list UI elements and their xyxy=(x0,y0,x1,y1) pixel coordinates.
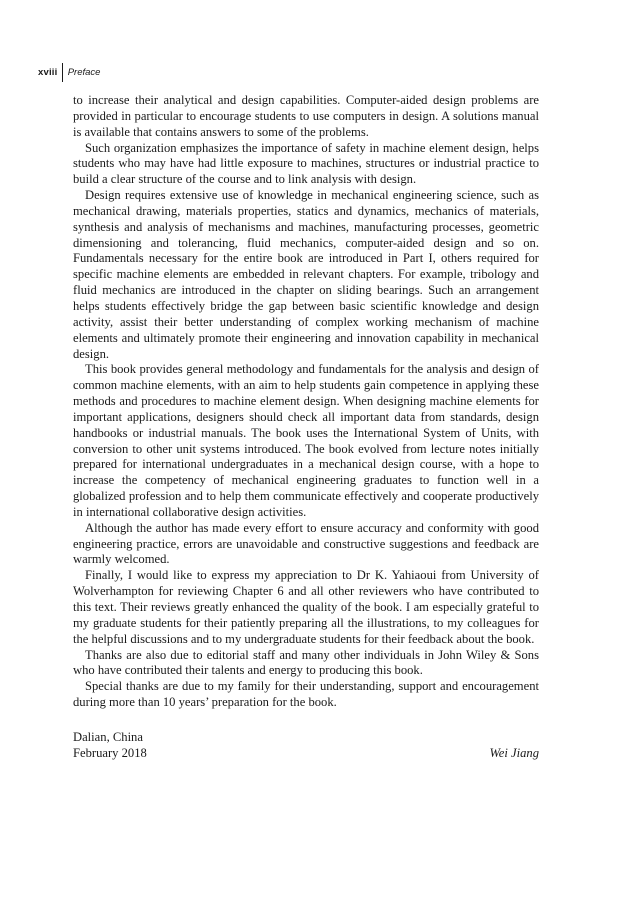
paragraph-wiley-thanks: Thanks are also due to editorial staff and many other individuals in John Wiley & Sons who have contributed their talents and energy to producing this book. xyxy=(73,647,539,678)
preface-body xyxy=(73,93,539,711)
paragraph-design-knowledge: Design requires extensive use of knowledge in mechanical engineering science, such as mechanical drawing, materials properties, statics and dynamics, mechanics of materials, synthesis and analysis of mechanisms and machines, manufacturing processes, geometric dimensioning and tolerancing, fluid mechanics, computer-aided design and so on. Fundamentals necessary for the entire book are introduced in Part I, others required for specific machine elements are embedded in relevant chapters. For example, tribology and fluid mechanics are introduced in the chapter on sliding bearings. Such an arrangement helps students effectively bridge the gap between basic scientific knowledge and design activity, assist their better understanding of complex working mechanism of machine elements and ultimately promote their engineering and innovation capability in mechanical design. xyxy=(73,188,539,361)
paragraph-acknowledgements: Finally, I would like to express my appreciation to Dr K. Yahiaoui from University of Wolverhampton for reviewing Chapter 6 and all other reviewers who have contributed to this text. Their reviews greatly enhanced the quality of the book. I am especially grateful to my graduate students for their patiently preparing all the illustrations, to my colleagues for the helpful discussions and to my undergraduate students for their feedback about the book. xyxy=(73,568,539,646)
paragraph-family-thanks: Special thanks are due to my family for their understanding, support and encouragement during more than 10 years’ preparation for the book. xyxy=(73,679,539,710)
signature-place: Dalian, China xyxy=(73,730,143,744)
signature-block xyxy=(73,730,539,762)
signature-author: Wei Jiang xyxy=(489,745,539,760)
signature-date: February 2018 xyxy=(73,745,147,760)
paragraph-errors: Although the author has made every effort to ensure accuracy and conformity with good engineering practice, errors are unavoidable and constructive suggestions and feedback are warmly welcomed. xyxy=(73,520,539,567)
paragraph-continuation: to increase their analytical and design capabilities. Computer-aided design problems are provided in particular to encourage students to use computers in design. A solutions manual is available that contains answers to some of the problems. xyxy=(73,93,539,139)
running-head: Preface xyxy=(67,66,101,78)
page-header xyxy=(38,62,100,82)
page-number: xviii xyxy=(38,66,58,78)
paragraph-organization: Such organization emphasizes the importance of safety in machine element design, helps students who may have had little exposure to machines, structures or industrial practice to build a clear structure of the course and to link analysis with design. xyxy=(73,140,539,187)
header-divider xyxy=(62,63,63,82)
signature-line xyxy=(73,746,539,762)
paragraph-methodology: This book provides general methodology and fundamentals for the analysis and design of common machine elements, with an aim to help students gain competence in applying these methods and procedures to machine element design. When designing machine elements for important applications, designers should check all important data from standards, design handbooks or industrial manuals. The book uses the International System of Units, with conversion to other unit systems introduced. The book evolved from lecture notes initially prepared for international undergraduates in a mechanical design course, with a hope to increase the competency of mechanical engineering graduates to function well in a globalized profession and to help them communicate effectively and cooperate productively in international collaborative design activities. xyxy=(73,362,539,519)
